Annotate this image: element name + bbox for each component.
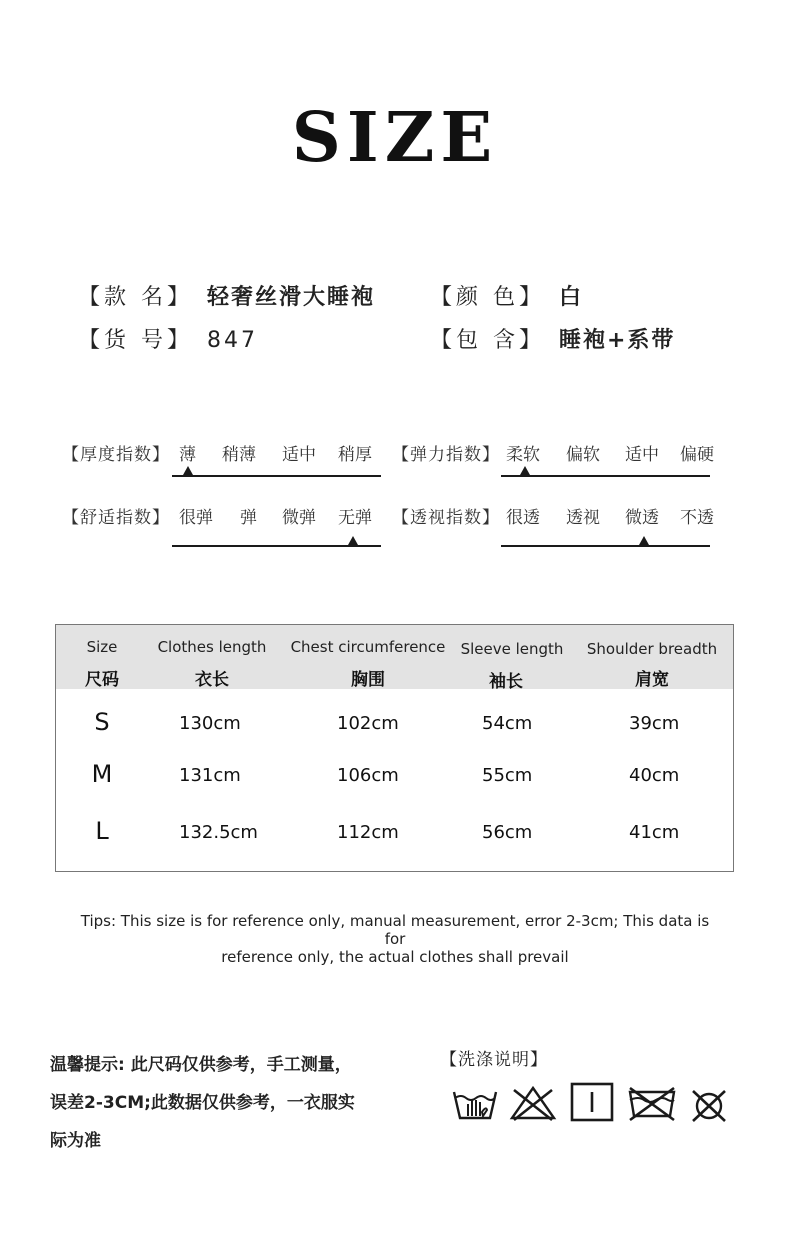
- comfort-option: 微弹: [282, 508, 316, 528]
- tips-text: [70, 912, 720, 966]
- elasticity-option: 柔软: [506, 445, 540, 465]
- header-shoulder-cn: 肩宽: [635, 670, 669, 690]
- name-value: 轻奢丝滑大睡袍: [207, 285, 376, 310]
- elasticity-label: 【弹力指数】: [392, 445, 500, 465]
- elasticity-option: 偏硬: [680, 445, 714, 465]
- table-row-size: M: [91, 760, 113, 788]
- transparency-scale-line: [501, 545, 710, 547]
- table-cell-chest: 112cm: [337, 822, 399, 843]
- include-label: 【包 含】: [430, 328, 545, 353]
- include-row: [430, 323, 675, 354]
- table-row-size: S: [94, 708, 110, 736]
- table-cell-length: 131cm: [179, 765, 241, 786]
- header-sleeve-en: Sleeve length: [460, 640, 564, 658]
- page-title: SIZE: [291, 98, 499, 178]
- thickness-label: 【厚度指数】: [62, 445, 170, 465]
- header-length-cn: 衣长: [195, 670, 229, 690]
- comfort-scale-line: [172, 545, 381, 547]
- color-label: 【颜 色】: [430, 285, 545, 310]
- elasticity-scale-line: [501, 475, 710, 477]
- table-cell-length: 130cm: [179, 713, 241, 734]
- hand-wash-icon: [452, 1086, 498, 1122]
- table-cell-shoulder: 39cm: [629, 713, 680, 734]
- washing-title: 【洗涤说明】: [440, 1050, 548, 1070]
- table-cell-sleeve: 54cm: [482, 713, 533, 734]
- name-label: 【款 名】: [78, 285, 193, 310]
- sku-value: 847: [207, 328, 258, 353]
- comfort-option: 很弹: [179, 508, 213, 528]
- table-cell-chest: 102cm: [337, 713, 399, 734]
- notice-line: 温馨提示: 此尺码仅供参考，手工测量，: [50, 1055, 352, 1075]
- sku-row: [78, 323, 258, 354]
- header-shoulder-en: Shoulder breadth: [586, 640, 718, 658]
- do-not-bleach-icon: [508, 1084, 558, 1122]
- thickness-option: 稍厚: [338, 445, 372, 465]
- include-value: 睡袍+系带: [559, 328, 676, 353]
- color-value: 白: [559, 285, 584, 310]
- transparency-option: 很透: [506, 508, 540, 528]
- thickness-scale-line: [172, 475, 381, 477]
- header-size-cn: 尺码: [85, 670, 119, 690]
- elasticity-marker: [520, 466, 530, 475]
- comfort-marker: [348, 536, 358, 545]
- comfort-option: 弹: [240, 508, 257, 528]
- tumble-dry-icon: [570, 1082, 614, 1122]
- transparency-label: 【透视指数】: [392, 508, 500, 528]
- table-cell-sleeve: 55cm: [482, 765, 533, 786]
- name-row: [78, 280, 375, 311]
- header-chest-en: Chest circumference: [290, 638, 446, 656]
- elasticity-option: 适中: [625, 445, 659, 465]
- warm-notice: [50, 1046, 400, 1160]
- header-chest-cn: 胸围: [351, 670, 385, 690]
- do-not-iron-icon: [626, 1084, 678, 1122]
- transparency-option: 微透: [625, 508, 659, 528]
- notice-line: 际为准: [50, 1131, 101, 1151]
- tips-line: Tips: This size is for reference only, manual measurement, error 2-3cm; This data is for: [80, 912, 710, 948]
- header-length-en: Clothes length: [157, 638, 267, 656]
- sku-label: 【货 号】: [78, 328, 193, 353]
- table-cell-shoulder: 41cm: [629, 822, 680, 843]
- notice-line: 误差2-3CM;此数据仅供参考，一衣服实: [50, 1093, 355, 1113]
- thickness-option: 薄: [179, 445, 196, 465]
- header-size-en: Size: [86, 638, 118, 656]
- thickness-option: 稍薄: [222, 445, 256, 465]
- elasticity-option: 偏软: [566, 445, 600, 465]
- comfort-label: 【舒适指数】: [62, 508, 170, 528]
- thickness-marker: [183, 466, 193, 475]
- table-row-size: L: [95, 817, 109, 845]
- do-not-dry-clean-icon: [690, 1088, 728, 1124]
- table-cell-length: 132.5cm: [179, 822, 258, 843]
- header-sleeve-cn: 袖长: [489, 672, 523, 692]
- transparency-option: 不透: [680, 508, 714, 528]
- thickness-option: 适中: [282, 445, 316, 465]
- transparency-option: 透视: [566, 508, 600, 528]
- table-cell-sleeve: 56cm: [482, 822, 533, 843]
- transparency-marker: [639, 536, 649, 545]
- table-cell-shoulder: 40cm: [629, 765, 680, 786]
- color-row: [430, 280, 583, 311]
- comfort-option: 无弹: [338, 508, 372, 528]
- table-cell-chest: 106cm: [337, 765, 399, 786]
- tips-line: reference only, the actual clothes shall prevail: [221, 948, 569, 966]
